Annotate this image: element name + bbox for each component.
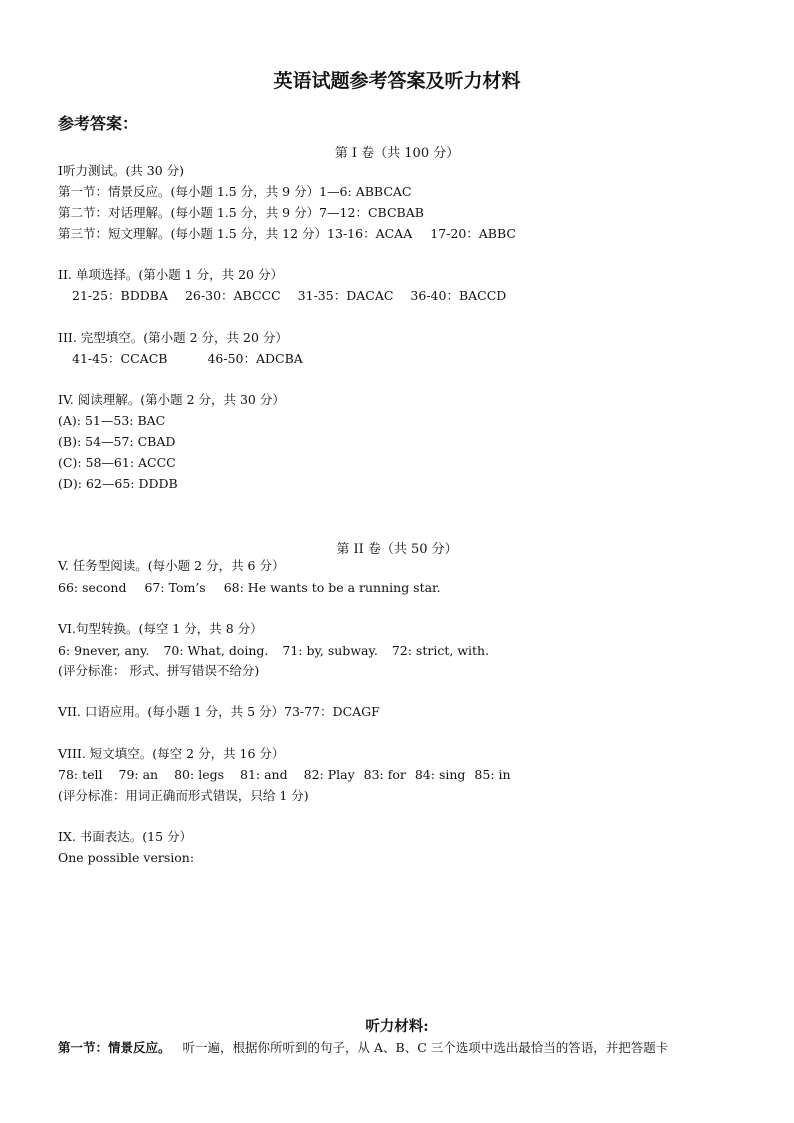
section-1-line-1: 第一节：情景反应。(每小题 1.5 分，共 9 分）1—6: ABBCAC [58, 184, 412, 199]
section-9-heading: IX. 书面表达。(15 分） [58, 829, 193, 844]
section-7-heading: VII. 口语应用。(每小题 1 分，共 5 分）73-77：DCAGF [58, 704, 380, 719]
section-2-answer-d: 36-40：BACCD [410, 288, 507, 303]
section-8-answer-85: 85: in [474, 767, 511, 782]
section-4-answer-c: (C): 58—61: ACCC [58, 455, 176, 470]
section-6-answers [58, 643, 489, 659]
section-8-answer-82: 82: Play [303, 767, 355, 782]
listening-title: 听力材料: [365, 1018, 429, 1035]
volume-2-heading: 第 II 卷（共 50 分） [336, 542, 458, 557]
section-8-answer-81: 81: and [240, 767, 288, 782]
section-2-answer-a: 21-25：BDDBA [72, 288, 168, 303]
section-1-heading: I听力测试。(共 30 分) [58, 163, 185, 178]
section-4-answer-a: (A): 51—53: BAC [58, 413, 166, 428]
section-3-answer-b: 46-50：ADCBA [207, 351, 303, 366]
section-5-answers [58, 580, 441, 596]
section-8-answer-78: 78: tell [58, 767, 103, 782]
section-5-heading: V. 任务型阅读。(每小题 2 分，共 6 分） [58, 558, 285, 573]
section-8-answer-80: 80: legs [174, 767, 225, 782]
listening-first-instruction: 听一遍，根据你所听到的句子，从 A、B、C 三个选项中选出最恰当的答语，并把答题卡 [182, 1040, 669, 1055]
section-5-answer-68: 68: He wants to be a running star. [223, 580, 441, 595]
section-2-answer-c: 31-35：DACAC [297, 288, 394, 303]
section-6-answer-69: 6: 9never, any. [58, 643, 150, 658]
section-3-heading: III. 完型填空。(第小题 2 分，共 20 分） [58, 330, 288, 345]
section-6-answer-70: 70: What, doing. [163, 643, 269, 658]
section-8-answer-83: 83: for [363, 767, 406, 782]
section-3-answers [72, 351, 303, 367]
section-1-line-3-part-b: 17-20：ABBC [430, 226, 516, 241]
section-6-heading: VI.句型转换。(每空 1 分，共 8 分） [58, 621, 263, 636]
section-2-heading: II. 单项选择。(第小题 1 分，共 20 分） [58, 267, 283, 282]
section-3-answer-a: 41-45：CCACB [72, 351, 168, 366]
section-5-answer-66: 66: second [58, 580, 127, 595]
section-9-subtext: One possible version: [58, 850, 195, 865]
section-8-scoring-note: (评分标准：用词正确而形式错误，只给 1 分) [58, 788, 309, 803]
section-8-answer-84: 84: sing [414, 767, 466, 782]
page-title: 英语试题参考答案及听力材料 [273, 70, 521, 92]
section-1-line-2: 第二节：对话理解。(每小题 1.5 分，共 9 分）7—12：CBCBAB [58, 205, 424, 220]
listening-first-label: 第一节：情景反应。 [58, 1040, 171, 1055]
volume-1-heading: 第 I 卷（共 100 分） [334, 146, 460, 161]
section-5-answer-67: 67: Tom’s [144, 580, 206, 595]
section-8-answer-79: 79: an [118, 767, 159, 782]
listening-first-line [58, 1038, 668, 1056]
section-4-answer-b: (B): 54—57: CBAD [58, 434, 176, 449]
section-1-line-3-part-a: 第三节：短文理解。(每小题 1.5 分，共 12 分）13-16：ACAA [58, 226, 413, 241]
section-1-line-3 [58, 226, 516, 242]
section-6-scoring-note: (评分标准： 形式、拼写错误不给分) [58, 663, 260, 678]
section-4-answer-d: (D): 62—65: DDDB [58, 476, 178, 491]
section-6-answer-72: 72: strict, with. [391, 643, 490, 658]
answers-heading: 参考答案： [58, 114, 139, 133]
section-8-answers [58, 767, 511, 783]
section-8-heading: VIII. 短文填空。(每空 2 分，共 16 分） [58, 746, 285, 761]
section-2-answers [72, 288, 506, 304]
section-2-answer-b: 26-30：ABCCC [184, 288, 281, 303]
section-6-answer-71: 71: by, subway. [282, 643, 378, 658]
section-4-heading: IV. 阅读理解。(第小题 2 分，共 30 分） [58, 392, 285, 407]
